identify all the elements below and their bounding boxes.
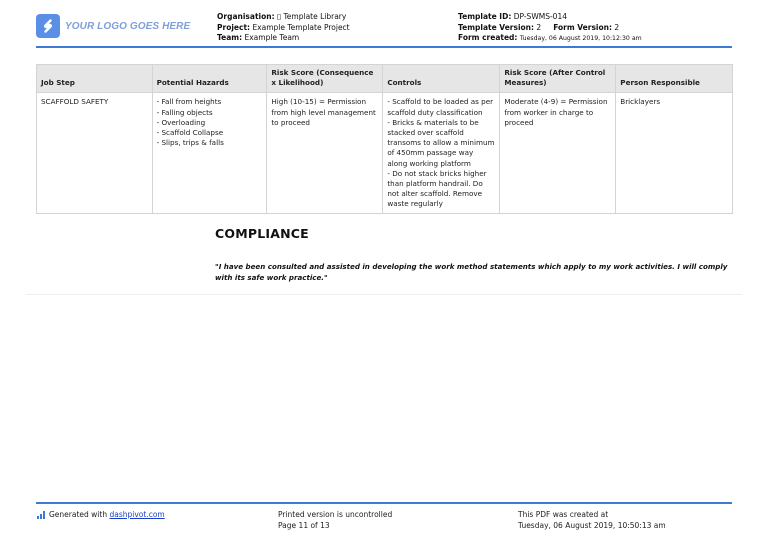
project-value: Example Template Project [252,22,350,32]
text-line: than platform handrail. Do [387,179,483,189]
footer-page-info [278,510,392,531]
team-field [217,33,350,44]
template-version-value: 2 [536,22,542,32]
hazard-item: - Slips, trips & falls [156,138,224,148]
organisation-field [217,12,350,23]
template-version-label: Template Version: [458,22,535,32]
printed-notice: Printed version is uncontrolled [278,510,393,519]
logo-text: YOUR LOGO GOES HERE [65,20,191,32]
page-header [36,10,732,50]
text-line: transoms to allow a minimum [387,138,495,148]
dashpivot-bars-icon [37,511,45,519]
cell-risk-after [500,93,616,214]
version-field [458,23,642,34]
team-value: Example Team [244,33,300,42]
text-line: proceed [504,117,534,127]
col-header-job-step: Job Step [37,65,153,93]
table-header-row [37,65,733,93]
form-created-value: Tuesday, 06 August 2019, 10:12:30 am [519,35,642,42]
text-line: of 450mm passage way [387,148,474,158]
text-line: from worker in charge to [504,107,594,117]
col-header-controls: Controls [383,65,500,93]
col-header-person: Person Responsible [616,65,733,93]
form-created-field [458,33,642,45]
cell-hazards [152,93,267,214]
generated-text: Generated with [49,510,108,519]
footer-pdf-created [518,510,666,531]
pdf-created-label: This PDF was created at [518,510,609,519]
text-line: along working platform [387,158,471,168]
col-header-risk-after: Risk Score (After Control Measures) [500,65,616,93]
footer-generated [37,510,165,521]
cell-job-step: SCAFFOLD SAFETY [37,93,153,214]
text-line: scaffold duty classification [387,107,483,117]
footer-divider [36,502,732,504]
company-logo [36,14,190,38]
cell-controls [383,93,500,214]
form-version-value: 2 [614,22,620,32]
text-line: - Do not stack bricks higher [387,168,487,178]
text-line: not alter scaffold. Remove [387,189,483,199]
table-row [37,93,733,214]
template-id-field [458,12,642,23]
hazard-item: - Falling objects [156,107,213,117]
hazard-item: - Scaffold Collapse [156,128,224,138]
organisation-value: ▯ Template Library [276,12,347,21]
text-line: stacked over scaffold [387,128,464,138]
form-created-label: Form created: [458,33,518,42]
template-id-value: DP-SWMS-014 [513,12,567,21]
header-meta-right [458,12,642,45]
organisation-label: Organisation: [217,12,275,21]
section-divider [26,294,742,295]
page-number: Page 11 of 13 [278,520,330,530]
header-meta-left [217,12,350,44]
dashpivot-link[interactable]: dashpivot.com [109,510,165,519]
compliance-title: COMPLIANCE [215,226,309,241]
template-id-label: Template ID: [458,12,512,21]
col-header-hazards: Potential Hazards [152,65,267,93]
text-line: waste regularly [387,199,443,209]
form-version-label: Form Version: [553,22,612,32]
text-line: to proceed [271,117,310,127]
cell-person-responsible: Bricklayers [616,93,733,214]
compliance-section [215,226,735,283]
logo-icon [36,14,60,38]
project-field [217,23,350,34]
text-line: High (10-15) = Permission [271,97,367,107]
project-label: Project: [217,22,251,32]
text-line: - Bricks & materials to be [387,117,479,127]
swms-table [36,64,733,214]
team-label: Team: [217,33,243,42]
col-header-risk-before: Risk Score (Consequence x Likelihood) [267,65,383,93]
hazard-item: - Fall from heights [156,97,222,107]
pdf-created-value: Tuesday, 06 August 2019, 10:50:13 am [518,520,666,530]
header-divider [36,46,732,48]
text-line: Moderate (4-9) = Permission [504,97,608,107]
text-line: - Scaffold to be loaded as per [387,97,494,107]
hazard-item: - Overloading [156,117,206,127]
cell-risk-before [267,93,383,214]
compliance-statement: "I have been consulted and assisted in developing the work method statements which apply to my work activities. I will comply with its safe work practice." [215,262,728,282]
text-line: from high level management [271,107,376,117]
